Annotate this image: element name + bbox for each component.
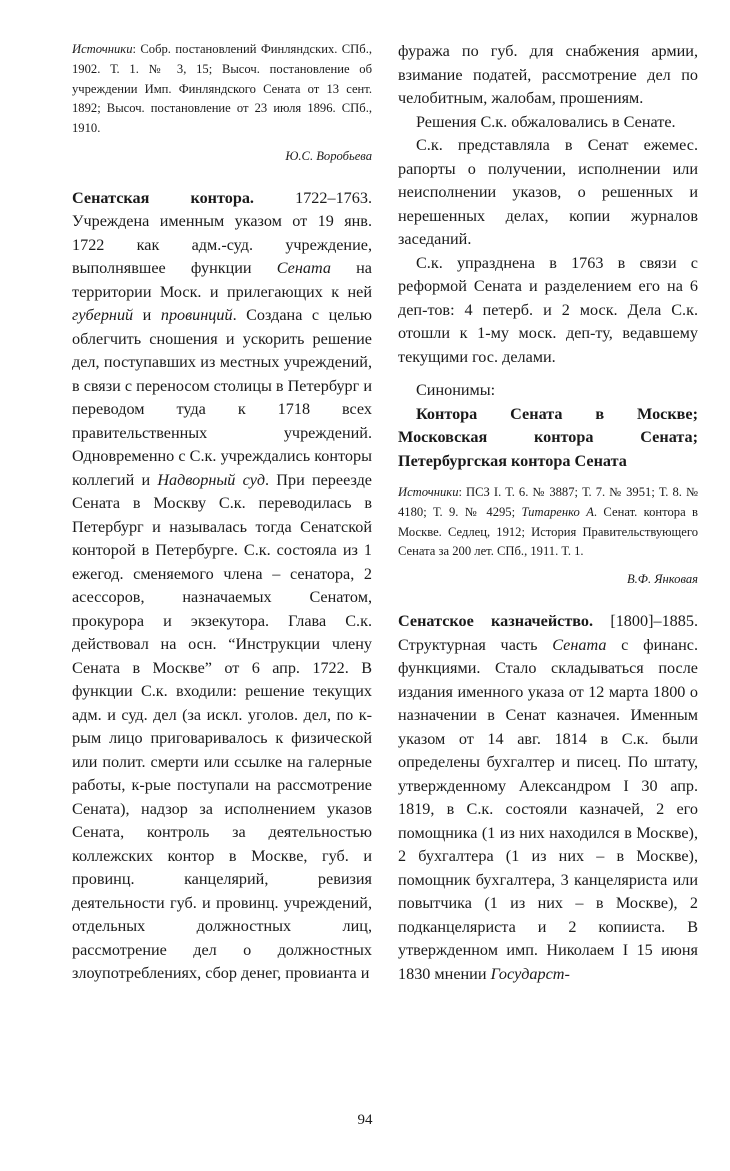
sources-text: . Сенат. контора в Москве. Седлец, 1912; История Правительствующего Сената за 200 лет. СПб., 1911. Т. 1.	[398, 504, 699, 559]
article-senate-office	[72, 187, 372, 986]
article-heading: Сенатская контора.	[72, 188, 254, 207]
author-signature: В.Ф. Янковая	[626, 572, 698, 587]
article-text: Учреждена именным указом от 19 янв. 1722 как адм.-суд. учреждение, выполнявшее функции	[72, 212, 372, 278]
spacer	[398, 588, 698, 610]
article-heading: Сенатское казначейство.	[398, 612, 594, 631]
article-text: с финанс. функциями. Стало складываться после издания именного указа от 12 марта 1800 о назначении в Сенат казначея. Именным указом от 14 авг. 1814 в С.к. были определены бухгалтер и писец. По штату, утвержденному Александром I 30 апр. 1819, в С.к. состояли казначей, 2 его помощника (1 из них находился в Москве), 2 бухгалтера (1 из них – в Москве), помощник бухгалтера, 3 канцеляриста или повытчика (1 из них – в Москве), 2 подканцеляриста и 2 копииста. В утвержденном имп. Николаем I 15 июня 1830 мнении	[398, 635, 698, 983]
article-text: . Создана с целью облегчить сношения и ускорить решение дел, поступавших из местных учреждений, в связи с переносом столицы в Петербург и переводом туда к 1718 всех правительственных учреждений. Одновременно с С.к. учреждались конторы коллегий и	[72, 306, 372, 489]
spacer	[398, 473, 698, 483]
sources-text: : ПСЗ I. Т. 6. № 3887; Т. 7. № 3951; Т. 8. № 4180; Т. 9. № 4295;	[398, 485, 698, 519]
cross-reference: провинций	[160, 306, 233, 325]
sources-author: Титаренко А	[521, 504, 594, 519]
author-signature: Ю.С. Воробьева	[285, 148, 372, 163]
cross-reference: губерний	[72, 306, 134, 325]
synonyms-terms: Контора Сената в Москве; Московская контора Сената; Петербургская контора Сената	[398, 404, 698, 470]
page-number: 94	[357, 1112, 373, 1128]
article-continuation: фуража по губ. для снабжения армии, взимание податей, рассмотрение дел по челобитным, жалобам, прошениям.	[398, 42, 698, 107]
article-senate-treasury	[398, 610, 698, 986]
sources-note-senate-office	[398, 483, 698, 562]
cross-reference: Надворный суд	[157, 470, 266, 489]
left-column	[72, 40, 372, 986]
article-paragraph: С.к. упразднена в 1763 в связи с реформой Сената и разделением его на 6 деп-тов: 4 петерб. и 2 моск. Дела С.к. отошли к 1-му моск. деп-ту, ведавшему текущими гос. делами.	[398, 253, 698, 366]
cross-reference: Сената	[276, 259, 331, 278]
sources-label: Источники	[398, 485, 459, 499]
article-text: Структурная часть	[398, 635, 553, 654]
cross-reference: Сената	[552, 635, 607, 654]
article-text: . При переезде Сената в Москву С.к. переводилась в Петербург и называлась тогда Сенатской конторой в Петербурге. С.к. состояла из 1 ежегод. сменяемого члена – сенатора, 2 асессоров, назначаемых Сенатом, прокурора и экзекутора. Глава С.к. действовал на осн. “Инструкции члену Сената в Москве” от 6 апр. 1722. В функции С.к. входили: решение текущих адм. и суд. дел (за искл. уголов. дел, по к-рым лицо приговаривалось к физической или полит. смерти или ссылке на галерные работы, к-рые поступали на рассмотрение Сената), надзор за исполнением указов Сената, контроль за деятельностью коллежских контор в Москве, губ. и провинц. канцелярий, ревизия деятельности губ. и провинц. учреждений, отдельных должностных лиц, рассмотрение дел о должностных злоупотреблениях, сбор денег, провианта и	[72, 470, 372, 983]
article-dates: 1722–1763.	[253, 188, 372, 207]
spacer	[72, 165, 372, 187]
spacer	[398, 369, 698, 379]
synonyms-label: Синонимы:	[416, 381, 496, 399]
right-column	[398, 40, 698, 986]
cross-reference: Государст-	[490, 964, 570, 983]
sources-text: : Собр. постановлений Финляндских. СПб., 1902. Т. 1. № 3, 15; Высоч. постановление об учреждении Имп. Финляндского Сената от 13 сент. 1892; Высоч. постановление от 23 июля 1896. СПб., 1910.	[72, 42, 372, 136]
article-paragraph: Решения С.к. обжаловались в Сенате.	[416, 112, 676, 131]
sources-note-finnish-senate	[72, 40, 372, 139]
article-dates: [1800]–1885.	[593, 612, 698, 631]
article-paragraph: С.к. представляла в Сенат ежемес. рапорты о получении, исполнении или неисполнении указов, о решенных и нерешенных делах, копии журналов заседаний.	[398, 136, 698, 248]
sources-label: Источники	[72, 42, 133, 56]
article-text: и	[133, 306, 161, 325]
article-text: на территории Моск. и прилегающих к ней	[72, 259, 372, 301]
